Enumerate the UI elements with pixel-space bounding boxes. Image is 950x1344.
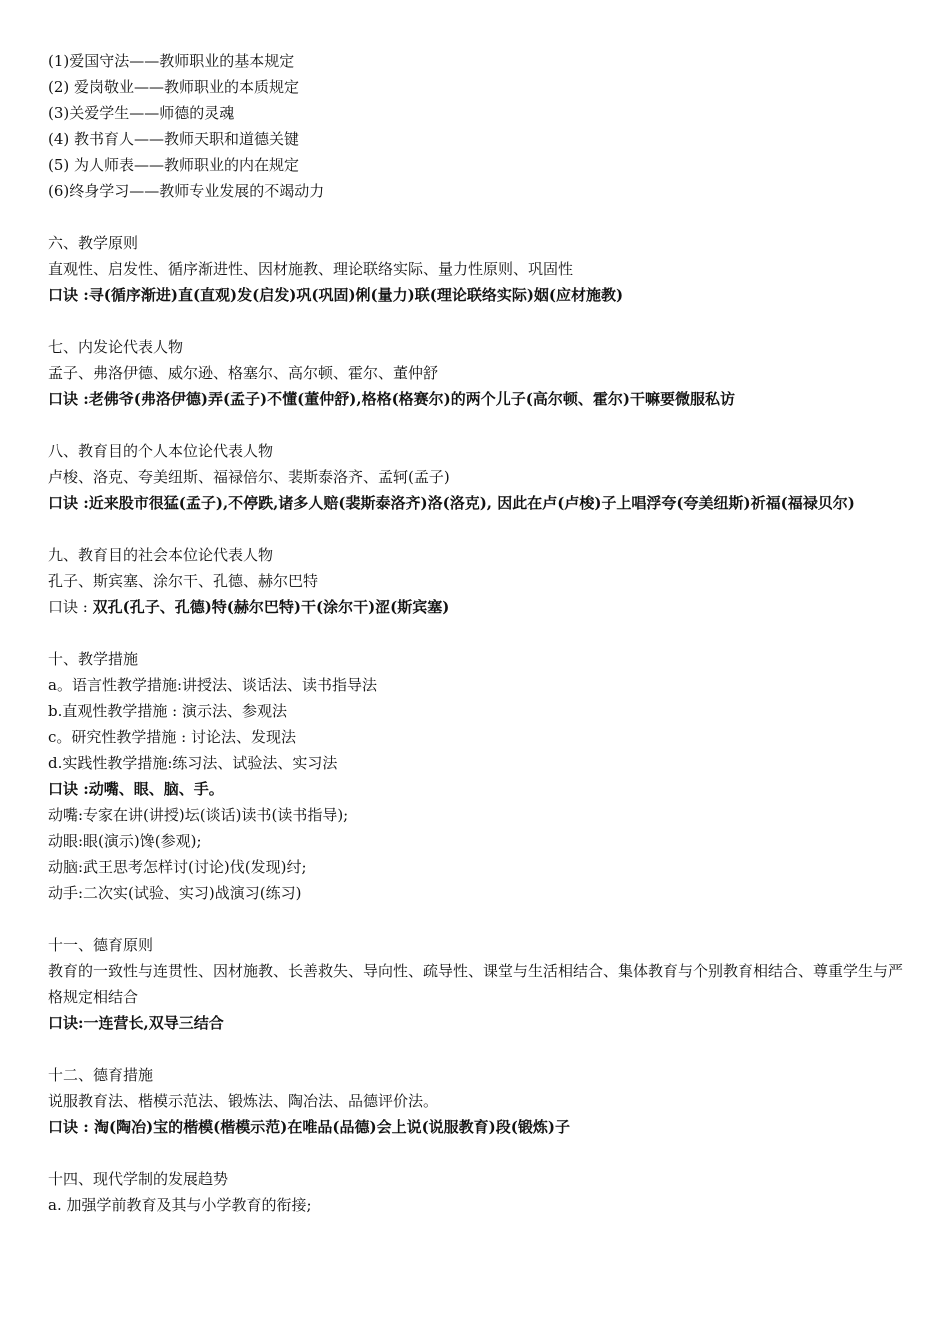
mnemonic: 口诀 :动嘴、眼、脑、手。: [48, 780, 224, 798]
section-10: [48, 646, 906, 906]
list-item: (4) 教书育人——教师天职和道德关键: [48, 130, 300, 148]
list-item: (3)关爱学生——师德的灵魂: [48, 104, 235, 122]
list-item: c。研究性教学措施 : 讨论法、发现法: [48, 728, 296, 746]
list-item: (5) 为人师表——教师职业的内在规定: [48, 156, 300, 174]
mnemonic-label: 口诀 :: [48, 598, 93, 616]
list-item: a. 加强学前教育及其与小学教育的衔接;: [48, 1196, 312, 1214]
list-item: d.实践性教学措施:练习法、试验法、实习法: [48, 754, 338, 772]
section-content: 孟子、弗洛伊德、威尔逊、格塞尔、高尔顿、霍尔、董仲舒: [48, 364, 439, 382]
list-item: a。语言性教学措施:讲授法、谈话法、读书指导法: [48, 676, 377, 694]
section-8: [48, 438, 906, 516]
section-9: [48, 542, 906, 620]
list-item: (6)终身学习——教师专业发展的不竭动力: [48, 182, 325, 200]
section-content: 教育的一致性与连贯性、因材施教、长善救失、导向性、疏导性、课堂与生活相结合、集体教育与个别教育相结合、尊重学生与严格规定相结合: [48, 962, 904, 1006]
section-heading: 六、教学原则: [48, 234, 139, 252]
section-heading: 十四、现代学制的发展趋势: [48, 1170, 229, 1188]
top-list: [48, 48, 906, 204]
section-6: [48, 230, 906, 308]
section-heading: 十二、德育措施: [48, 1066, 154, 1084]
section-7: [48, 334, 906, 412]
mnemonic: 口诀 : 淘(陶冶)宝的楷模(楷模示范)在唯品(品德)会上说(说服教育)段(锻炼)子: [48, 1118, 570, 1136]
section-content: 卢梭、洛克、夸美纽斯、福禄倍尔、裴斯泰洛齐、孟轲(孟子): [48, 468, 450, 486]
mnemonic: 口诀:一连营长,双导三结合: [48, 1014, 224, 1032]
list-item: (2) 爱岗敬业——教师职业的本质规定: [48, 78, 300, 96]
list-item: (1)爱国守法——教师职业的基本规定: [48, 52, 295, 70]
section-heading: 八、教育目的个人本位论代表人物: [48, 442, 274, 460]
section-14: [48, 1166, 906, 1218]
section-content: 说服教育法、楷模示范法、锻炼法、陶冶法、品德评价法。: [48, 1092, 439, 1110]
section-12: [48, 1062, 906, 1140]
list-item: b.直观性教学措施 : 演示法、参观法: [48, 702, 287, 720]
mnemonic-explain: 动脑:武王思考怎样讨(讨论)伐(发现)纣;: [48, 858, 307, 876]
mnemonic: 口诀 :寻(循序渐进)直(直观)发(启发)巩(巩固)俐(量力)联(理论联络实际)姻(应材施教): [48, 286, 624, 304]
section-heading: 九、教育目的社会本位论代表人物: [48, 546, 274, 564]
section-11: [48, 932, 906, 1036]
section-content: 孔子、斯宾塞、涂尔干、孔德、赫尔巴特: [48, 572, 319, 590]
section-heading: 十一、德育原则: [48, 936, 154, 954]
mnemonic-explain: 动嘴:专家在讲(讲授)坛(谈话)读书(读书指导);: [48, 806, 349, 824]
mnemonic: [48, 594, 906, 620]
mnemonic: 口诀 :近来股市很猛(孟子),不停跌,诸多人赔(裴斯泰洛齐)洛(洛克), 因此在卢(卢梭)子上唱浮夸(夸美纽斯)祈福(福禄贝尔): [48, 494, 855, 512]
section-heading: 七、内发论代表人物: [48, 338, 184, 356]
section-content: 直观性、启发性、循序渐进性、因材施教、理论联络实际、量力性原则、巩固性: [48, 260, 574, 278]
mnemonic-explain: 动手:二次实(试验、实习)战演习(练习): [48, 884, 302, 902]
mnemonic-body: 双孔(孔子、孔德)特(赫尔巴特)干(涂尔干)涩(斯宾塞): [92, 598, 450, 616]
mnemonic: 口诀 :老佛爷(弗洛伊德)弄(孟子)不懂(董仲舒),格格(格赛尔)的两个儿子(高尔顿、霍尔)干嘛要微服私访: [48, 390, 735, 408]
section-heading: 十、教学措施: [48, 650, 139, 668]
mnemonic-explain: 动眼:眼(演示)馋(参观);: [48, 832, 202, 850]
